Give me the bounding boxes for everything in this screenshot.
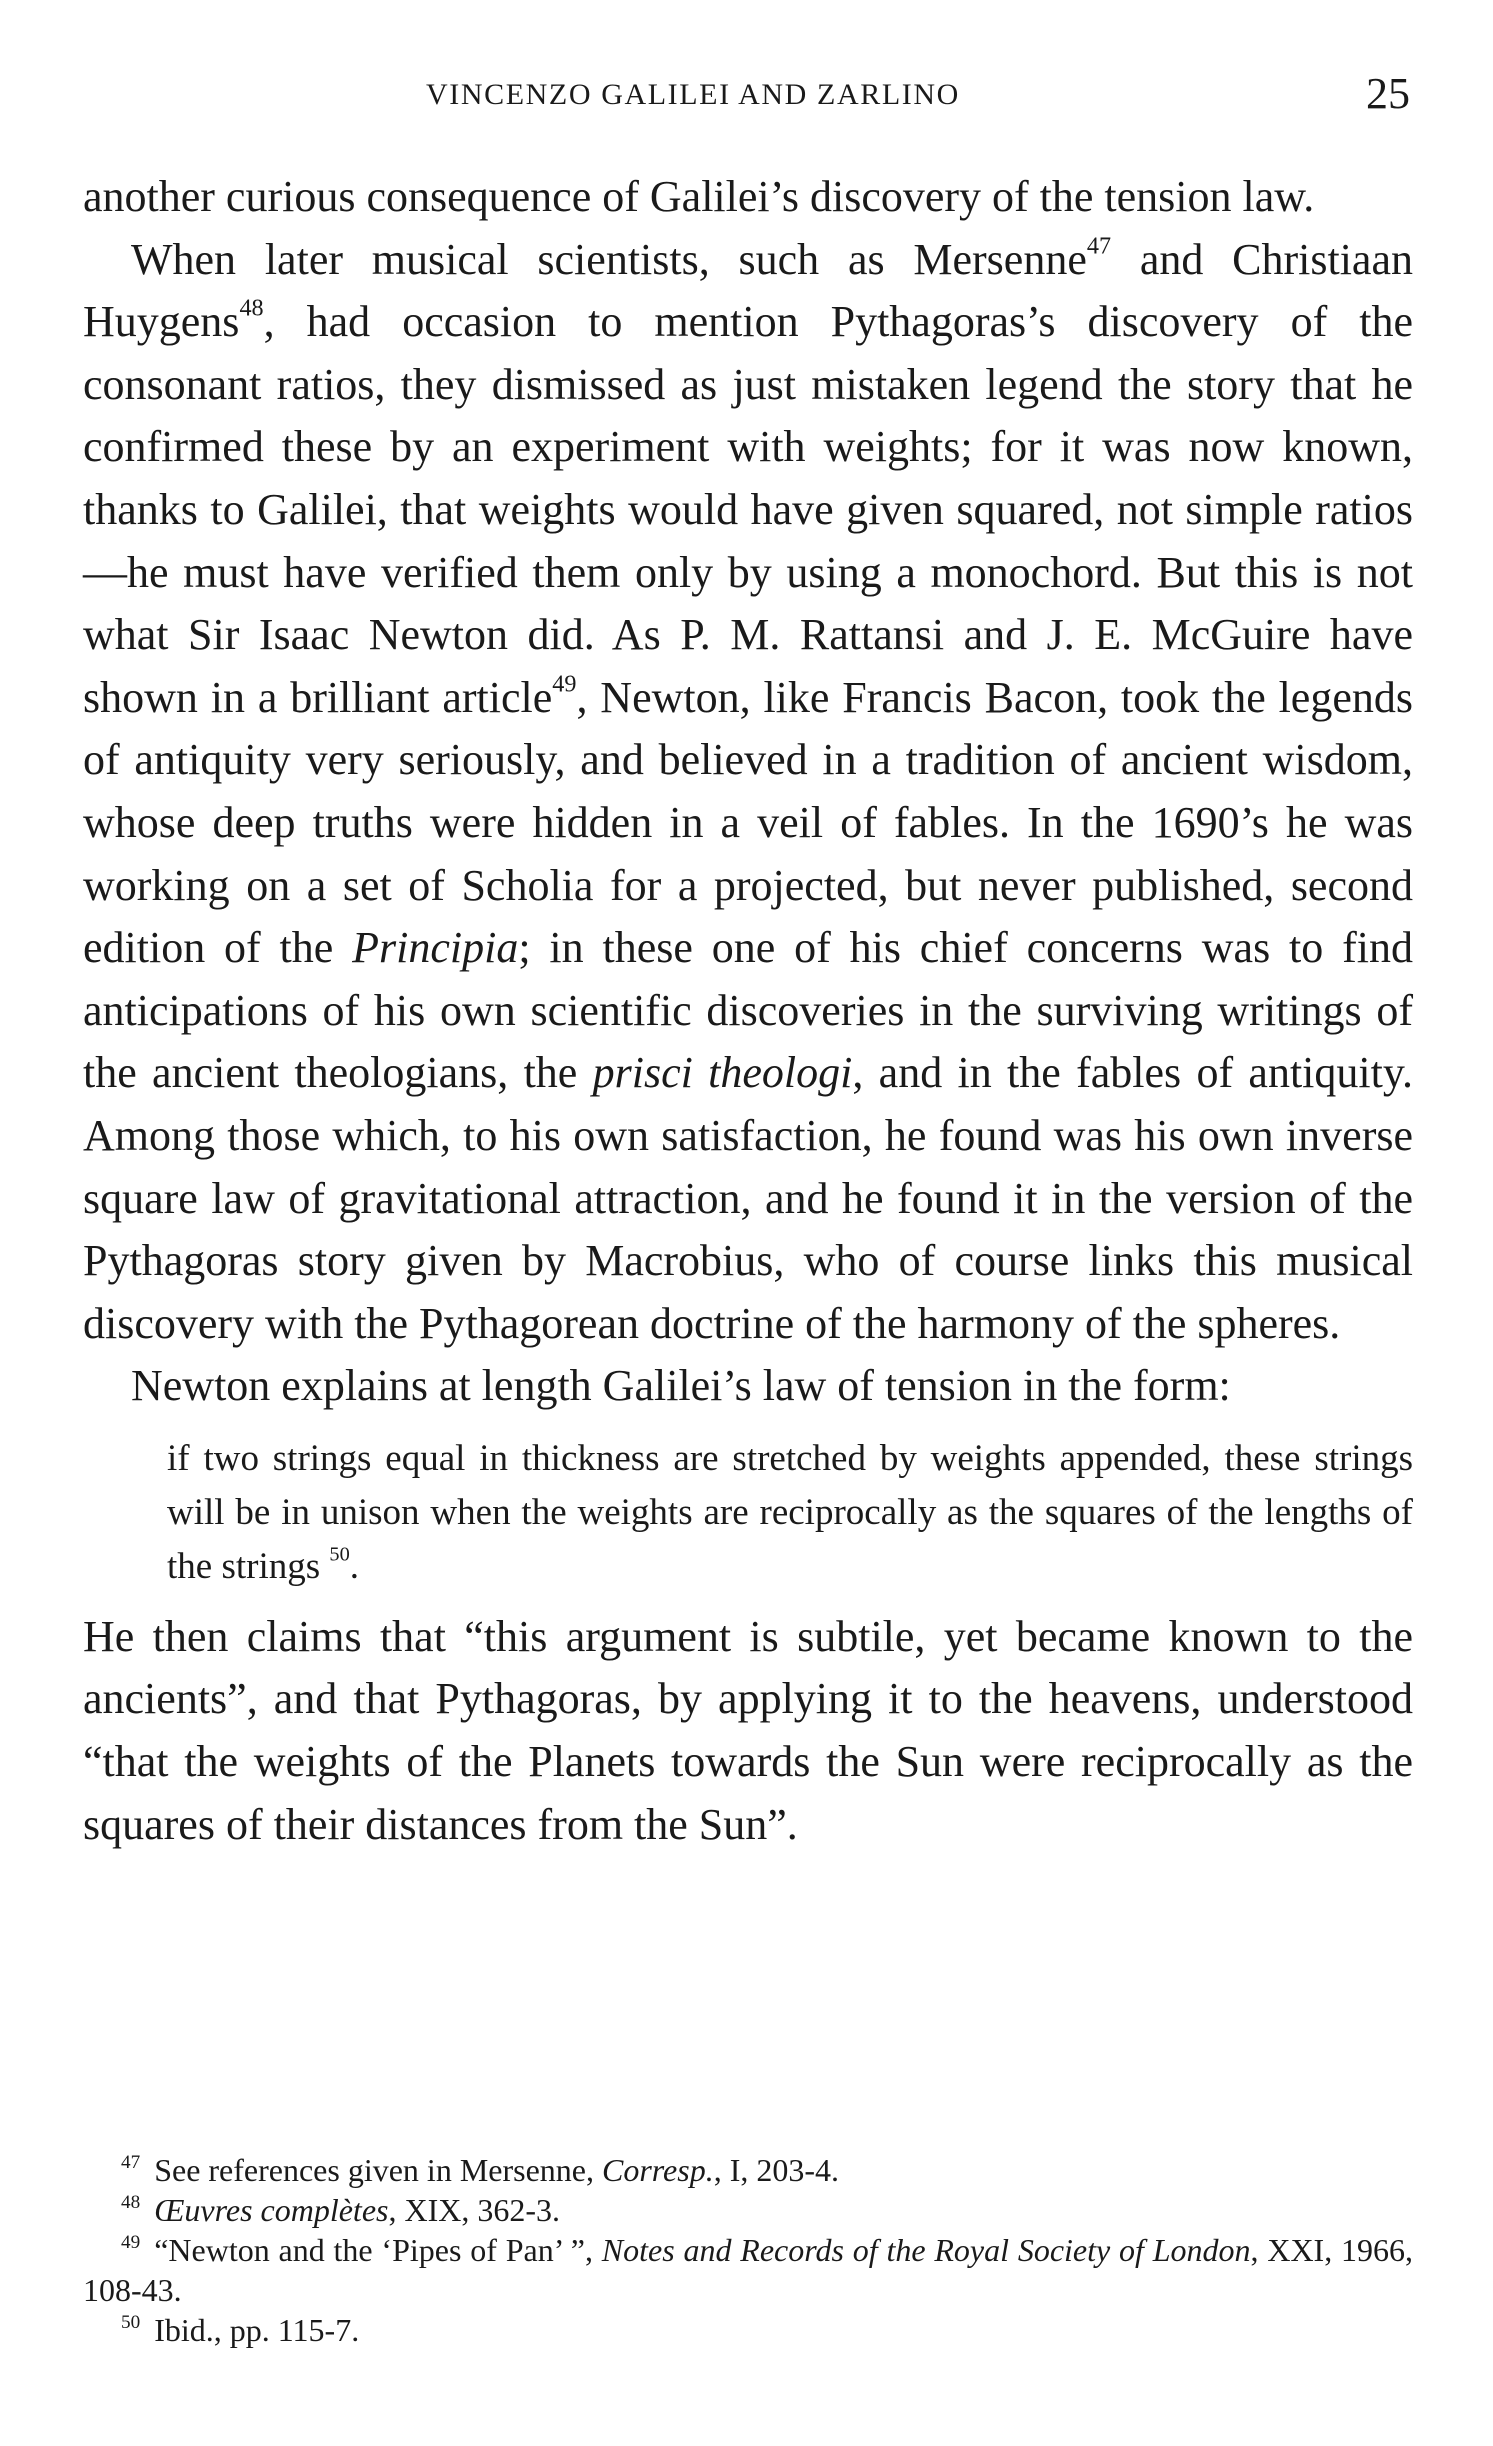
footnote-number: 50 [121,2311,141,2333]
footnote-50 [83,2310,1413,2350]
footnote-ref-48: 48 [239,294,264,322]
body-text [83,166,1413,1856]
footnote-47 [83,2150,1413,2190]
footnotes [83,2150,1413,2350]
text-run: When later musical scientists, such as Mersenne [131,234,1087,284]
text-run: , had occasion to mention Pythagoras’s discovery of the consonant ratios, they dismissed as just mistaken legend the story that he confirmed these by an experiment with weights; for it was now known, thanks to Galilei, that weights would have given squared, not simple ratios—he must have verified them only by using a monochord. But this is not what Sir Isaac Newton did. As P. M. Rattansi and J. E. McGuire have shown in a brilliant article [83,297,1413,722]
footnote-49 [83,2230,1413,2310]
italic-term: prisci theologi [592,1048,853,1098]
footnote-text: “Newton and the ‘Pipes of Pan’ ”, [154,2232,602,2268]
footnote-text: , XIX, 362-3. [388,2192,560,2228]
quote-end: . [349,1545,359,1587]
page-header [0,68,1493,128]
quote-text: if two strings equal in thickness are stretched by weights appended, these strings will be in unison when the weights are reciprocally as the squares of the lengths of the strings [167,1437,1413,1587]
text-run: ; in these one of his chief concerns was to find anticipations of his own scientific discoveries in the surviving writings of the ancient theologians, the [83,923,1413,1098]
page-number: 25 [1366,69,1410,118]
paragraph-2 [83,229,1413,1356]
running-head: VINCENZO GALILEI AND ZARLINO [426,78,960,111]
footnote-text: Ibid., pp. 115-7. [154,2312,360,2348]
text-run: and Christiaan Huygens [83,234,1413,347]
footnote-ref-47: 47 [1086,232,1112,260]
block-quote [167,1432,1413,1594]
footnote-text: , XXI, 1966, 108-43. [83,2232,1414,2308]
italic-title: Principia [352,923,519,973]
footnote-text: See references given in Mersenne, [154,2152,602,2188]
paragraph-4: He then claims that “this argument is subtile, yet became known to the ancients”, and that Pythagoras, by applying it to the heavens, understood “that the weights of the Planets towards the Sun were reciprocally as the squares of their distances from the Sun”. [83,1611,1413,1849]
footnote-number: 49 [121,2231,141,2253]
footnote-text: , I, 203-4. [713,2152,840,2188]
footnote-italic: Notes and Records of the Royal Society of London [601,2232,1251,2268]
footnote-ref-50: 50 [329,1543,350,1566]
paragraph-3: Newton explains at length Galilei’s law of tension in the form: [131,1361,1231,1411]
footnote-48 [83,2190,1413,2230]
footnote-number: 47 [121,2151,141,2173]
footnote-ref-49: 49 [552,670,577,698]
footnote-number: 48 [121,2191,141,2213]
paragraph-1: another curious consequence of Galilei’s discovery of the tension law. [83,172,1315,221]
footnote-italic: Œuvres complètes [154,2192,389,2228]
text-run: , and in the fables of antiquity. Among those which, to his own satisfaction, he found was his own inverse square law of gravitational attraction, and he found it in the version of the Pythagoras story given by Macrobius, who of course links this musical discovery with the Pythagorean doctrine of the harmony of the spheres. [83,1048,1413,1348]
text-run: , Newton, like Francis Bacon, took the legends of antiquity very seriously, and believed in a tradition of ancient wisdom, whose deep truths were hidden in a veil of fables. In the 1690’s he was working on a set of Scholia for a projected, but never published, second edition of the [83,672,1413,973]
footnote-italic: Corresp. [601,2152,714,2188]
